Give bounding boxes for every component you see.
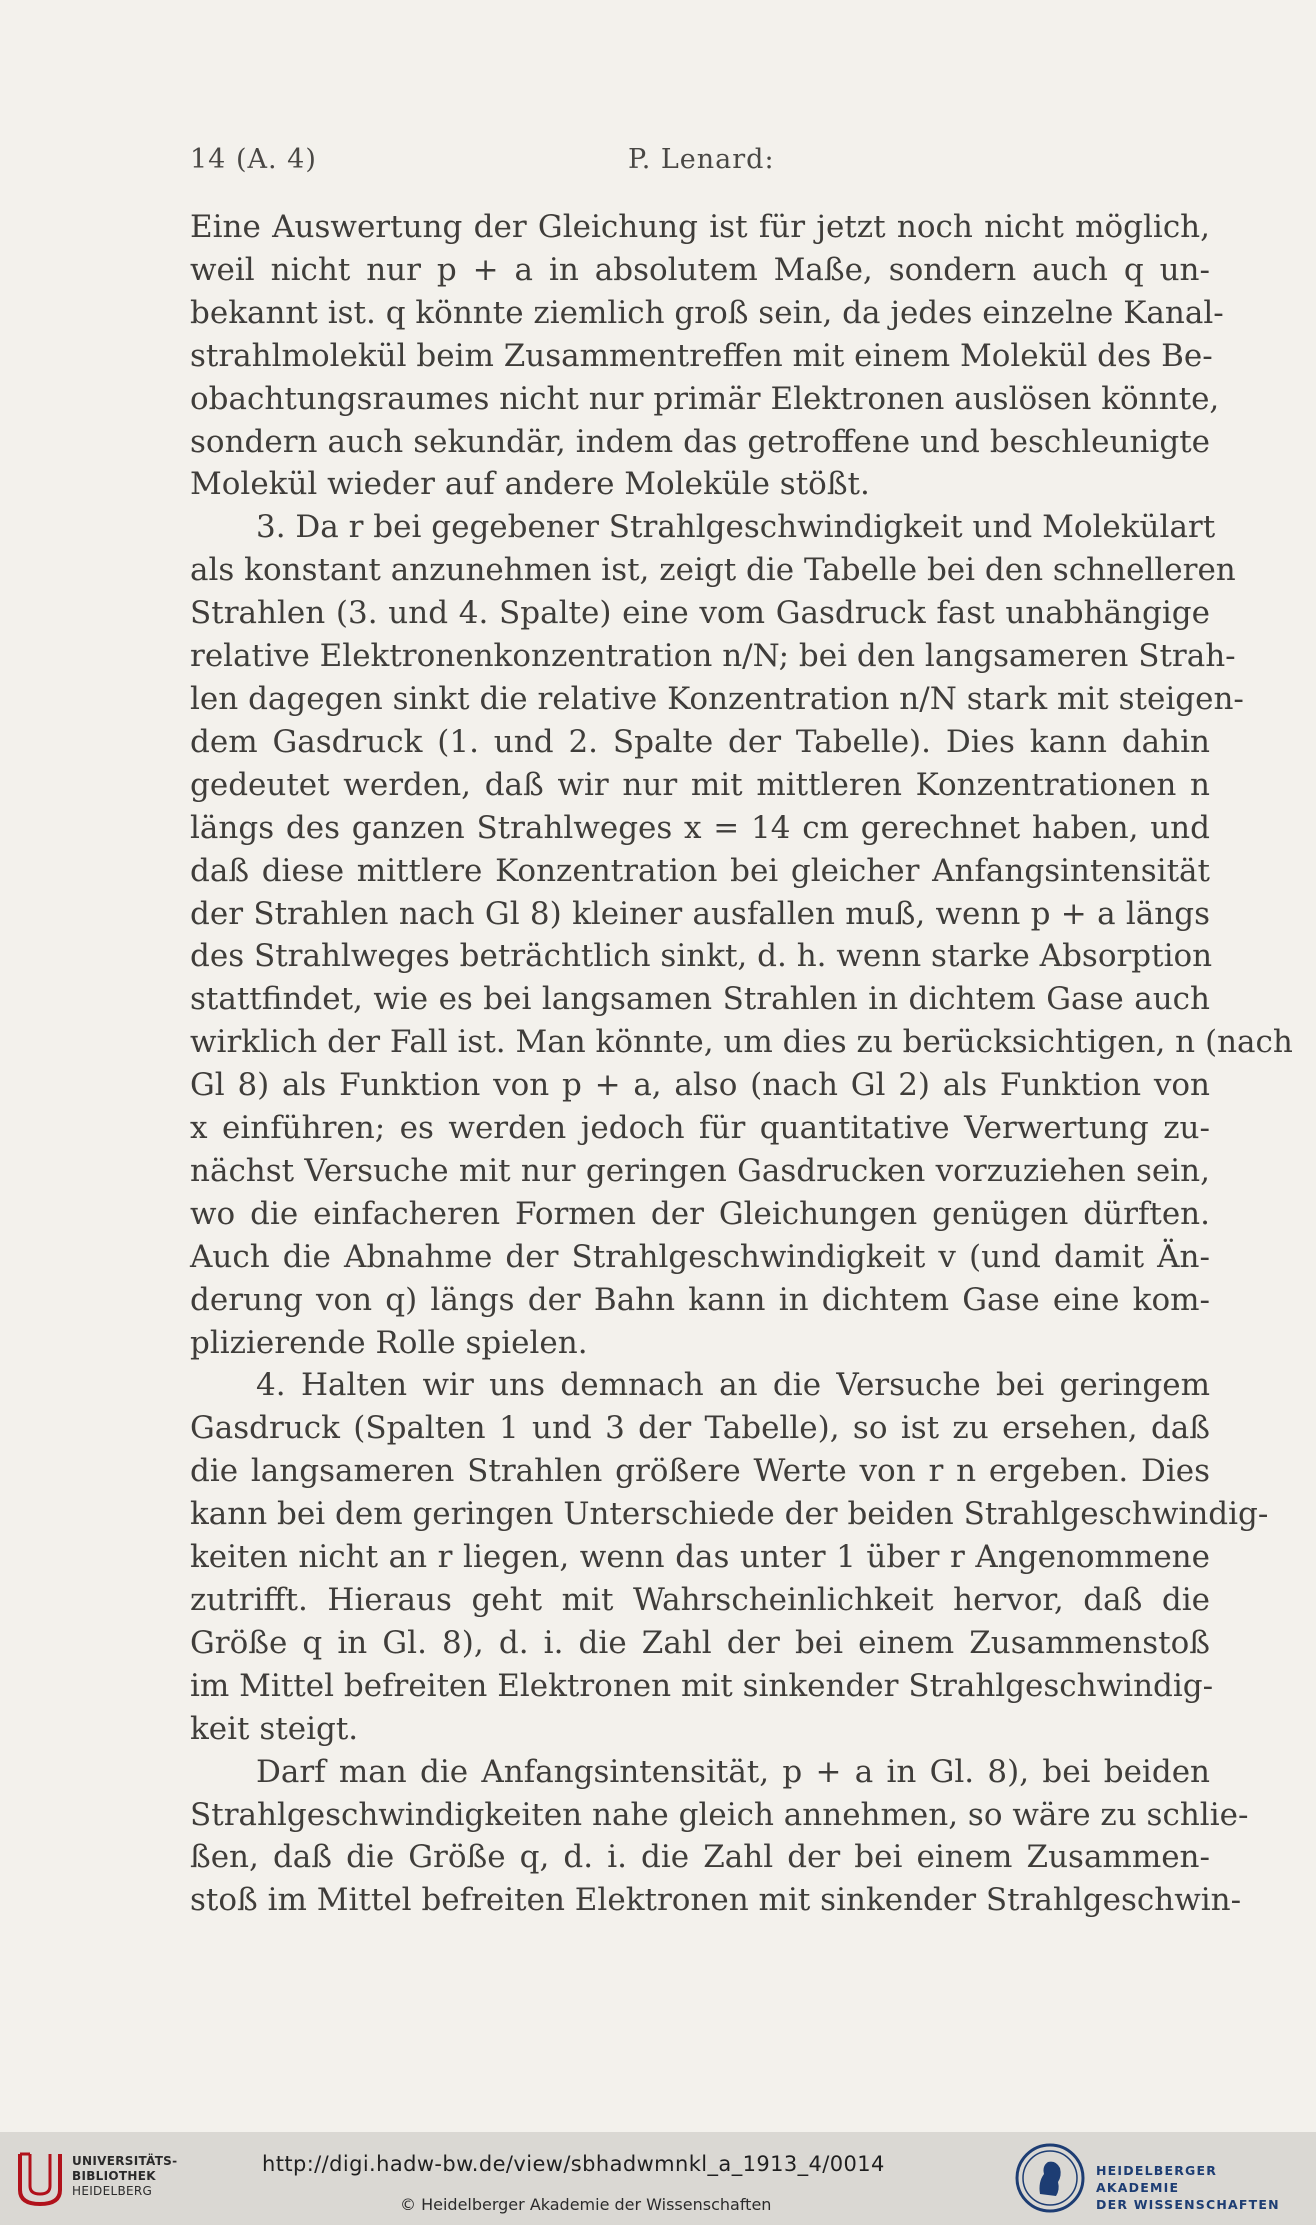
text-line bbox=[190, 1322, 1210, 1365]
text-line-content: 4. Halten wir uns demnach an die Versuche bei geringem bbox=[256, 1367, 1210, 1404]
text-line-content: daß diese mittlere Konzentration bei gleicher Anfangsintensität bbox=[190, 852, 1210, 889]
text-line-content: kann bei dem geringen Unterschiede der beiden Strahlgeschwindig- bbox=[190, 1496, 1269, 1533]
text-line-content: keiten nicht an r liegen, wenn das unter 1 über r Angenommene bbox=[190, 1539, 1210, 1576]
text-line-content: relative Elektronenkonzentration n/N; bei den langsameren Strah- bbox=[190, 638, 1236, 675]
text-line bbox=[190, 378, 1220, 421]
text-line bbox=[190, 206, 1210, 249]
text-line-content: im Mittel befreiten Elektronen mit sinkender Strahlgeschwindig- bbox=[190, 1667, 1214, 1704]
text-line bbox=[190, 1193, 1210, 1236]
text-line-content: Molekül wieder auf andere Moleküle stößt. bbox=[190, 466, 870, 503]
text-line-content: Auch die Abnahme der Strahlgeschwindigkeit v (und damit Än- bbox=[190, 1238, 1210, 1275]
text-line-content: Darf man die Anfangsintensität, p + a in Gl. 8), bei beiden bbox=[256, 1753, 1210, 1790]
library-logo-line-2: BIBLIOTHEK bbox=[72, 2169, 156, 2183]
footer-bar bbox=[0, 2132, 1316, 2225]
text-line-content: als konstant anzunehmen ist, zeigt die Tabelle bei den schnelleren bbox=[190, 552, 1236, 589]
text-line bbox=[190, 1407, 1210, 1450]
text-line bbox=[190, 1021, 1293, 1064]
text-line-content: wirklich der Fall ist. Man könnte, um dies zu berücksichtigen, n (nach bbox=[190, 1024, 1293, 1061]
text-line bbox=[190, 678, 1244, 721]
library-logo-line-3: HEIDELBERG bbox=[72, 2184, 153, 2198]
text-line bbox=[190, 1622, 1210, 1665]
text-line-content: Strahlen (3. und 4. Spalte) eine vom Gasdruck fast unabhängige bbox=[190, 595, 1210, 632]
text-line-content: x einführen; es werden jedoch für quantitative Verwertung zu- bbox=[190, 1110, 1210, 1147]
text-line bbox=[190, 506, 1216, 549]
text-line bbox=[190, 978, 1210, 1021]
academy-logo-line-1: HEIDELBERGER AKADEMIE bbox=[1096, 2163, 1218, 2195]
library-logo-line-1: UNIVERSITÄTS- bbox=[72, 2154, 178, 2168]
academy-logo-line-2: DER WISSENSCHAFTEN bbox=[1096, 2197, 1280, 2212]
academy-seal-icon bbox=[1014, 2142, 1086, 2214]
copyright-notice: © Heidelberger Akademie der Wissenschaften bbox=[400, 2195, 772, 2214]
academy-logo[interactable] bbox=[1014, 2142, 1304, 2216]
text-line-content: ßen, daß die Größe q, d. i. die Zahl der bei einem Zusammen- bbox=[190, 1839, 1210, 1876]
text-line-content: strahlmolekül beim Zusammentreffen mit einem Molekül des Be- bbox=[190, 337, 1213, 374]
text-line bbox=[190, 893, 1210, 936]
text-line bbox=[190, 721, 1210, 764]
text-line-content: obachtungsraumes nicht nur primär Elektronen auslösen könnte, bbox=[190, 380, 1220, 417]
text-line-content: keit steigt. bbox=[190, 1710, 359, 1747]
text-line bbox=[190, 335, 1213, 378]
text-line bbox=[190, 1236, 1210, 1279]
text-line-content: des Strahlweges beträchtlich sinkt, d. h. wenn starke Absorption bbox=[190, 938, 1213, 975]
page-number: 14 (A. 4) bbox=[190, 144, 317, 175]
text-line-content: dem Gasdruck (1. und 2. Spalte der Tabelle). Dies kann dahin bbox=[190, 723, 1210, 760]
text-line-content: len dagegen sinkt die relative Konzentration n/N stark mit steigen- bbox=[190, 680, 1244, 717]
text-line-content: plizierende Rolle spielen. bbox=[190, 1324, 588, 1361]
text-line bbox=[190, 292, 1224, 335]
text-line bbox=[190, 1150, 1210, 1193]
text-line bbox=[190, 1279, 1210, 1322]
running-title: P. Lenard: bbox=[628, 144, 775, 175]
text-line-content: stoß im Mittel befreiten Elektronen mit sinkender Strahlgeschwin- bbox=[190, 1882, 1242, 1919]
text-line-content: bekannt ist. q könnte ziemlich groß sein, da jedes einzelne Kanal- bbox=[190, 294, 1224, 331]
text-line bbox=[190, 549, 1236, 592]
text-line bbox=[190, 1836, 1210, 1879]
text-line-content: Größe q in Gl. 8), d. i. die Zahl der bei einem Zusammenstoß bbox=[190, 1624, 1210, 1661]
text-line-content: wo die einfacheren Formen der Gleichungen genügen dürften. bbox=[190, 1195, 1210, 1232]
text-line bbox=[190, 635, 1236, 678]
text-line-content: derung von q) längs der Bahn kann in dichtem Gase eine kom- bbox=[190, 1281, 1210, 1318]
text-line-content: die langsameren Strahlen größere Werte von r n ergeben. Dies bbox=[190, 1453, 1210, 1490]
text-line bbox=[190, 1493, 1269, 1536]
text-line bbox=[190, 764, 1210, 807]
text-line bbox=[190, 1364, 1210, 1407]
text-line bbox=[190, 1107, 1210, 1150]
text-line-content: sondern auch sekundär, indem das getroffene und beschleunigte bbox=[190, 423, 1210, 460]
text-line-content: gedeutet werden, daß wir nur mit mittleren Konzentrationen n bbox=[190, 766, 1210, 803]
university-library-logo[interactable] bbox=[10, 2146, 178, 2212]
text-line bbox=[190, 1665, 1214, 1708]
text-line-content: stattfindet, wie es bei langsamen Strahlen in dichtem Gase auch bbox=[190, 981, 1210, 1018]
text-line-content: nächst Versuche mit nur geringen Gasdrucken vorzuziehen sein, bbox=[190, 1152, 1210, 1189]
text-line-content: längs des ganzen Strahlweges x = 14 cm gerechnet haben, und bbox=[190, 809, 1210, 846]
text-line bbox=[190, 850, 1210, 893]
text-line-content: Gasdruck (Spalten 1 und 3 der Tabelle), so ist zu ersehen, daß bbox=[190, 1410, 1210, 1447]
text-line bbox=[190, 1708, 1210, 1751]
text-line-content: Strahlgeschwindigkeiten nahe gleich annehmen, so wäre zu schlie- bbox=[190, 1796, 1249, 1833]
text-line bbox=[190, 249, 1210, 292]
text-line bbox=[190, 1064, 1210, 1107]
text-line bbox=[190, 935, 1213, 978]
text-line-content: weil nicht nur p + a in absolutem Maße, sondern auch q un- bbox=[190, 251, 1210, 288]
body-text bbox=[190, 206, 1293, 1922]
text-line bbox=[190, 463, 1210, 506]
library-logo-icon bbox=[16, 2150, 64, 2208]
text-line-content: zutrifft. Hieraus geht mit Wahrscheinlichkeit hervor, daß die bbox=[190, 1582, 1210, 1618]
text-line bbox=[190, 1450, 1210, 1493]
text-line bbox=[190, 1794, 1249, 1837]
text-line-content: Gl 8) als Funktion von p + a, also (nach Gl 2) als Funktion von bbox=[190, 1067, 1210, 1104]
text-line bbox=[190, 1579, 1210, 1622]
text-line-content: Eine Auswertung der Gleichung ist für jetzt noch nicht möglich, bbox=[190, 209, 1210, 245]
text-line-content: 3. Da r bei gegebener Strahlgeschwindigkeit und Molekülart bbox=[256, 509, 1216, 546]
text-line bbox=[190, 807, 1210, 850]
text-line bbox=[190, 1536, 1210, 1579]
text-line bbox=[190, 421, 1210, 464]
text-line bbox=[190, 592, 1210, 635]
text-line bbox=[190, 1879, 1242, 1922]
text-line-content: der Strahlen nach Gl 8) kleiner ausfallen muß, wenn p + a längs bbox=[190, 895, 1210, 932]
text-line bbox=[190, 1751, 1210, 1794]
permalink-url[interactable]: http://digi.hadw-bw.de/view/sbhadwmnkl_a_1913_4/0014 bbox=[262, 2152, 885, 2176]
page-header bbox=[190, 144, 1010, 184]
